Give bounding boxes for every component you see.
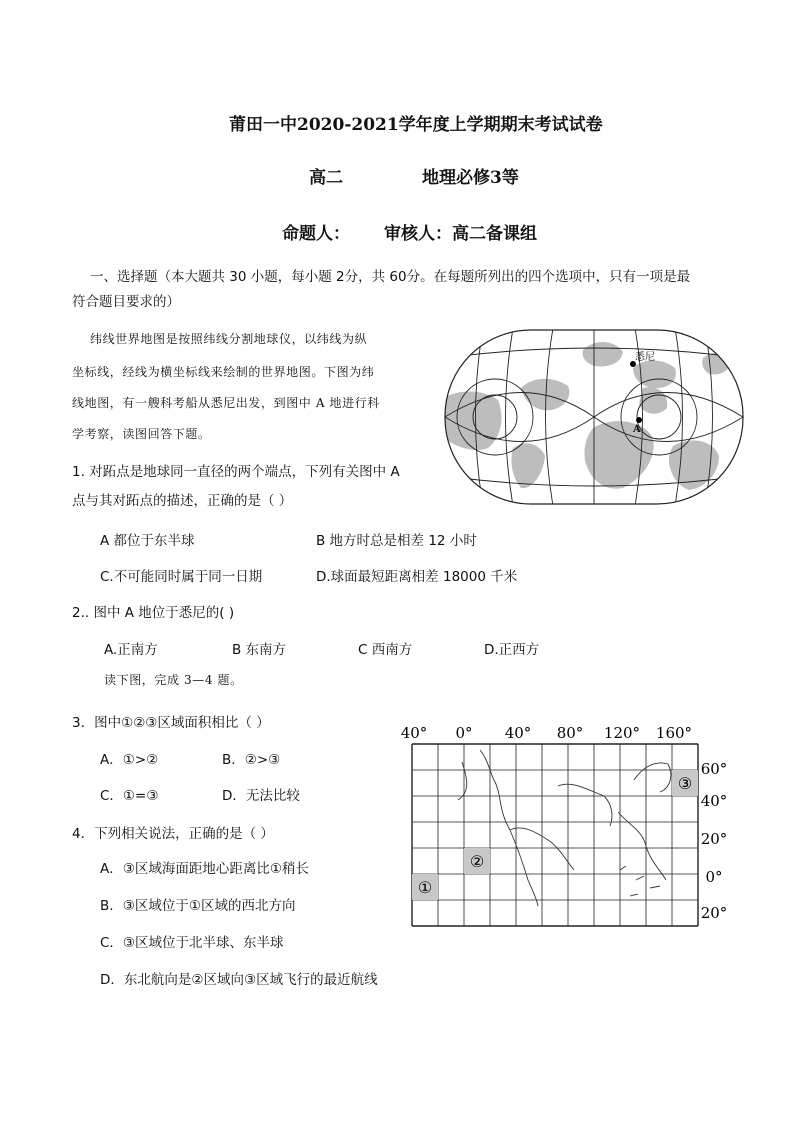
q3-option-b: B．②>③ [222,752,281,768]
q3-option-c: C．①=③ [100,788,159,804]
q1-option-a: A 都位于东半球 [100,533,195,549]
q4-option-d: D．东北航向是②区域向③区域飞行的最近航线 [100,972,378,988]
q1-stem-line2: 点与其对跖点的描述，正确的是（ ） [72,493,293,509]
point-a-marker [636,417,642,423]
q3-option-d: D．无法比较 [222,788,300,804]
passage1-line: 纬线世界地图是按照纬线分割地球仪，以纬线为纵 [90,332,368,346]
q2-option-b: B 东南方 [232,642,287,658]
q2-option-c: C 西南方 [358,642,413,658]
passage2: 读下图，完成 3—4 题。 [104,673,243,687]
point-a-label: A [633,424,641,435]
q2-stem: 2.. 图中 A 地位于悉尼的( ) [72,605,235,621]
q4-option-b: B．③区域位于①区域的西北方向 [100,898,296,914]
q1-option-d: D.球面最短距离相差 18000 千米 [316,569,518,585]
passage1-line: 坐标线，经线为横坐标线来绘制的世界地图。下图为纬 [72,365,375,379]
q4-stem: 4．下列相关说法，正确的是（ ） [72,826,274,842]
q3-option-a: A．①>② [100,752,159,768]
q1-option-c: C.不可能同时属于同一日期 [100,569,263,585]
latitude-label: 20° [700,904,728,922]
land-shapes [443,342,731,490]
longitude-label: 40° [400,724,428,742]
passage1-line: 线地图，有一艘科考船从悉尼出发，到图中 A 地进行科 [72,396,380,410]
region-1-label: ① [417,878,433,897]
axis-labels [401,724,728,922]
region-2-label: ② [469,852,485,871]
section-heading-line2: 符合题目要求的） [72,294,180,310]
q2-option-a: A.正南方 [104,642,158,658]
latitude-label: 20° [700,830,728,848]
grid-world-map [398,720,728,930]
reviewer-label: 审核人：高二备课组 [384,224,537,244]
q1-option-b: B 地方时总是相差 12 小时 [316,533,477,549]
latitude-label: 40° [700,792,728,810]
map-grid [412,744,698,926]
longitude-label: 0° [455,724,473,742]
longitude-label: 120° [603,724,641,742]
sydney-label: 悉尼 [635,352,655,363]
region-3-label: ③ [677,774,693,793]
latitude-label: 0° [705,868,723,886]
q3-stem: 3．图中①②③区域面积相比（ ） [72,715,270,731]
latitude-label: 60° [700,760,728,778]
latitude-world-map [443,328,745,506]
shaded-regions [412,770,698,900]
q4-option-a: A．③区域海面距地心距离比①稍长 [100,861,309,877]
q4-option-c: C．③区域位于北半球、东半球 [100,935,284,951]
passage1-line: 学考察，读图回答下题。 [72,427,211,441]
longitude-label: 40° [504,724,532,742]
author-label: 命题人： [282,224,350,244]
longitude-label: 80° [556,724,584,742]
section-heading-line1: 一、选择题（本大题共 30 小题，每小题 2分，共 60分。在每题所列出的四个选项中，只有一项是最 [90,269,691,285]
exam-title: 莆田一中2020-2021学年度上学期期末考试试卷 [229,115,603,135]
q2-option-d: D.正西方 [484,642,540,658]
grade-label: 高二 [309,168,343,188]
longitude-label: 160° [655,724,693,742]
subject-label: 地理必修3等 [422,168,519,188]
q1-stem-line1: 1. 对跖点是地球同一直径的两个端点，下列有关图中 A [72,464,400,480]
